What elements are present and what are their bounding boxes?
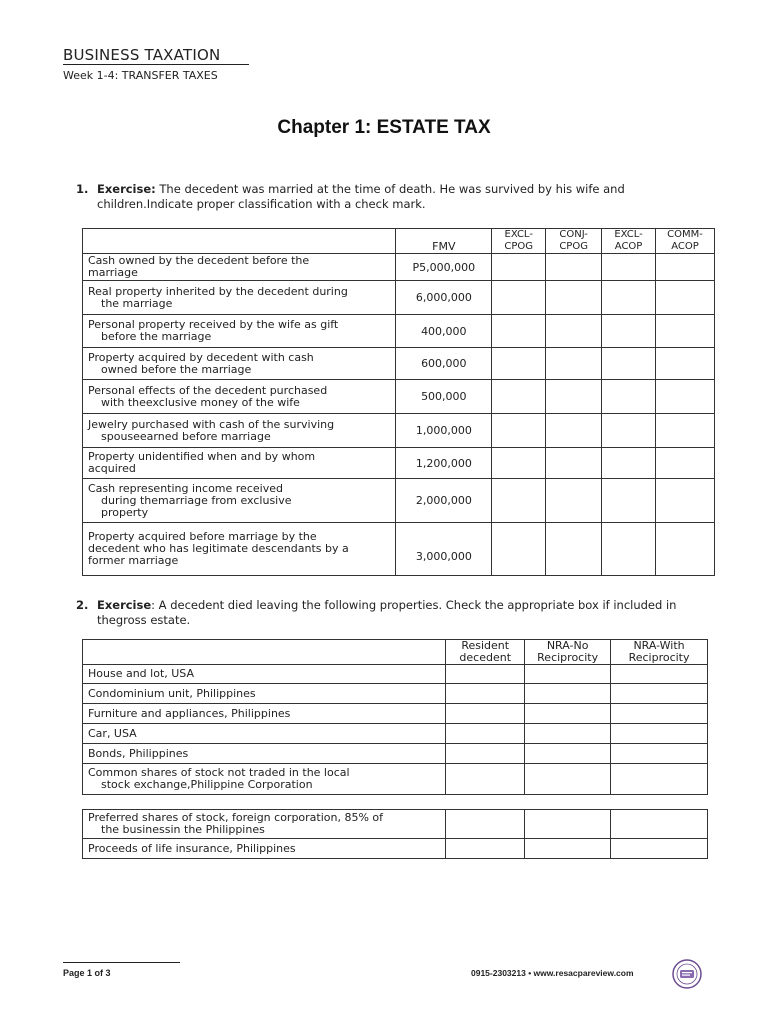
check-box-nra-no-reciprocity[interactable] bbox=[525, 724, 611, 744]
check-box-resident[interactable] bbox=[446, 684, 525, 704]
table-row bbox=[83, 348, 715, 380]
check-box-comm-acop[interactable] bbox=[656, 315, 715, 348]
check-box-conj-cpog[interactable] bbox=[546, 380, 602, 414]
check-box-conj-cpog[interactable] bbox=[546, 523, 602, 576]
check-box-excl-cpog[interactable] bbox=[492, 523, 546, 576]
row-description: Condominium unit, Philippines bbox=[83, 684, 446, 704]
row-description: Proceeds of life insurance, Philippines bbox=[83, 839, 446, 859]
header-fmv: FMV bbox=[396, 229, 492, 254]
check-box-resident[interactable] bbox=[446, 839, 525, 859]
row-description: Common shares of stock not traded in the local stock exchange,Philippine Corporation bbox=[83, 764, 446, 795]
exercise-2-label: Exercise bbox=[97, 598, 152, 612]
exercise-1-instructions bbox=[76, 182, 696, 212]
header-excl-cpog: EXCL- CPOG bbox=[492, 229, 546, 254]
row-description: Bonds, Philippines bbox=[83, 744, 446, 764]
check-box-conj-cpog[interactable] bbox=[546, 254, 602, 281]
check-box-comm-acop[interactable] bbox=[656, 281, 715, 315]
row-description: Cash owned by the decedent before the marriage bbox=[83, 254, 396, 281]
header-excl-acop: EXCL- ACOP bbox=[602, 229, 656, 254]
check-box-excl-cpog[interactable] bbox=[492, 448, 546, 479]
row-description: Preferred shares of stock, foreign corporation, 85% of the businessin the Philippines bbox=[83, 810, 446, 839]
table-row bbox=[83, 724, 708, 744]
table-row bbox=[83, 684, 708, 704]
table-row bbox=[83, 704, 708, 724]
check-box-comm-acop[interactable] bbox=[656, 254, 715, 281]
check-box-comm-acop[interactable] bbox=[656, 523, 715, 576]
exercise-2-table bbox=[82, 639, 708, 795]
check-box-conj-cpog[interactable] bbox=[546, 348, 602, 380]
exercise-2-instructions bbox=[76, 598, 696, 628]
row-description: Personal effects of the decedent purchased with theexclusive money of the wife bbox=[83, 380, 396, 414]
check-box-nra-with-reciprocity[interactable] bbox=[611, 744, 708, 764]
exercise-1-label: Exercise: bbox=[97, 182, 156, 196]
table-row bbox=[83, 810, 708, 839]
check-box-nra-no-reciprocity[interactable] bbox=[525, 810, 611, 839]
check-box-excl-cpog[interactable] bbox=[492, 479, 546, 523]
check-box-nra-no-reciprocity[interactable] bbox=[525, 744, 611, 764]
table-row bbox=[83, 315, 715, 348]
row-fmv: 2,000,000 bbox=[396, 479, 492, 523]
header-description-cell bbox=[83, 640, 446, 665]
row-description: Furniture and appliances, Philippines bbox=[83, 704, 446, 724]
row-description: Car, USA bbox=[83, 724, 446, 744]
check-box-excl-acop[interactable] bbox=[602, 380, 656, 414]
check-box-excl-cpog[interactable] bbox=[492, 380, 546, 414]
table-row bbox=[83, 448, 715, 479]
row-description: Cash representing income received during themarriage from exclusive property bbox=[83, 479, 396, 523]
check-box-nra-no-reciprocity[interactable] bbox=[525, 704, 611, 724]
row-fmv: 1,200,000 bbox=[396, 448, 492, 479]
check-box-excl-acop[interactable] bbox=[602, 479, 656, 523]
table-row bbox=[83, 380, 715, 414]
check-box-comm-acop[interactable] bbox=[656, 479, 715, 523]
table-header-row bbox=[83, 640, 708, 665]
resa-seal-logo-icon bbox=[672, 959, 702, 989]
course-title: BUSINESS TAXATION bbox=[63, 46, 221, 64]
row-fmv: 600,000 bbox=[396, 348, 492, 380]
footer-rule bbox=[63, 962, 180, 963]
check-box-excl-cpog[interactable] bbox=[492, 348, 546, 380]
course-subtitle: Week 1-4: TRANSFER TAXES bbox=[63, 69, 218, 82]
check-box-resident[interactable] bbox=[446, 665, 525, 684]
check-box-comm-acop[interactable] bbox=[656, 380, 715, 414]
check-box-excl-acop[interactable] bbox=[602, 315, 656, 348]
check-box-nra-with-reciprocity[interactable] bbox=[611, 665, 708, 684]
check-box-excl-cpog[interactable] bbox=[492, 254, 546, 281]
row-fmv: 6,000,000 bbox=[396, 281, 492, 315]
row-fmv: 400,000 bbox=[396, 315, 492, 348]
check-box-comm-acop[interactable] bbox=[656, 348, 715, 380]
exercise-1-table bbox=[82, 228, 715, 576]
header-description-cell bbox=[83, 229, 396, 254]
check-box-nra-with-reciprocity[interactable] bbox=[611, 764, 708, 795]
row-description: Property acquired by decedent with cash owned before the marriage bbox=[83, 348, 396, 380]
check-box-conj-cpog[interactable] bbox=[546, 479, 602, 523]
check-box-excl-cpog[interactable] bbox=[492, 281, 546, 315]
row-fmv: P5,000,000 bbox=[396, 254, 492, 281]
header-comm-acop: COMM- ACOP bbox=[656, 229, 715, 254]
check-box-excl-acop[interactable] bbox=[602, 523, 656, 576]
check-box-conj-cpog[interactable] bbox=[546, 414, 602, 448]
check-box-nra-no-reciprocity[interactable] bbox=[525, 684, 611, 704]
exercise-2-table-continued bbox=[82, 809, 708, 859]
exercise-2-number: 2. bbox=[76, 598, 89, 612]
table-row bbox=[83, 254, 715, 281]
check-box-nra-with-reciprocity[interactable] bbox=[611, 684, 708, 704]
check-box-resident[interactable] bbox=[446, 810, 525, 839]
table-header-row bbox=[83, 229, 715, 254]
check-box-nra-no-reciprocity[interactable] bbox=[525, 764, 611, 795]
header-resident-decedent: Resident decedent bbox=[446, 640, 525, 665]
check-box-excl-acop[interactable] bbox=[602, 414, 656, 448]
check-box-nra-no-reciprocity[interactable] bbox=[525, 839, 611, 859]
header-nra-with-reciprocity: NRA-With Reciprocity bbox=[611, 640, 708, 665]
exercise-1-text: The decedent was married at the time of death. He was survived by his wife and children.Indicate proper classification with a check mark. bbox=[97, 182, 625, 211]
header-nra-no-reciprocity: NRA-No Reciprocity bbox=[525, 640, 611, 665]
contact-info: 0915-2303213 • www.resacpareview.com bbox=[471, 968, 634, 978]
check-box-comm-acop[interactable] bbox=[656, 448, 715, 479]
table-row bbox=[83, 764, 708, 795]
check-box-excl-acop[interactable] bbox=[602, 281, 656, 315]
check-box-resident[interactable] bbox=[446, 704, 525, 724]
table-row bbox=[83, 744, 708, 764]
header-conj-cpog: CONJ- CPOG bbox=[546, 229, 602, 254]
check-box-nra-with-reciprocity[interactable] bbox=[611, 810, 708, 839]
check-box-nra-with-reciprocity[interactable] bbox=[611, 839, 708, 859]
check-box-resident[interactable] bbox=[446, 744, 525, 764]
table-row bbox=[83, 665, 708, 684]
row-description: Property acquired before marriage by the decedent who has legitimate descendants by a former marriage bbox=[83, 523, 396, 576]
row-fmv: 3,000,000 bbox=[396, 523, 492, 576]
chapter-title: Chapter 1: ESTATE TAX bbox=[277, 117, 491, 138]
row-description: Property unidentified when and by whom acquired bbox=[83, 448, 396, 479]
check-box-resident[interactable] bbox=[446, 724, 525, 744]
table-row bbox=[83, 479, 715, 523]
table-row bbox=[83, 523, 715, 576]
check-box-excl-acop[interactable] bbox=[602, 254, 656, 281]
table-row bbox=[83, 281, 715, 315]
exercise-2-text: : A decedent died leaving the following properties. Check the appropriate box if included in thegross estate. bbox=[97, 598, 677, 627]
check-box-excl-acop[interactable] bbox=[602, 348, 656, 380]
check-box-comm-acop[interactable] bbox=[656, 414, 715, 448]
check-box-resident[interactable] bbox=[446, 764, 525, 795]
row-description: House and lot, USA bbox=[83, 665, 446, 684]
row-fmv: 1,000,000 bbox=[396, 414, 492, 448]
row-fmv: 500,000 bbox=[396, 380, 492, 414]
check-box-excl-acop[interactable] bbox=[602, 448, 656, 479]
row-description: Real property inherited by the decedent during the marriage bbox=[83, 281, 396, 315]
check-box-conj-cpog[interactable] bbox=[546, 281, 602, 315]
check-box-nra-no-reciprocity[interactable] bbox=[525, 665, 611, 684]
check-box-conj-cpog[interactable] bbox=[546, 448, 602, 479]
check-box-nra-with-reciprocity[interactable] bbox=[611, 704, 708, 724]
table-row bbox=[83, 839, 708, 859]
row-description: Personal property received by the wife as gift before the marriage bbox=[83, 315, 396, 348]
check-box-nra-with-reciprocity[interactable] bbox=[611, 724, 708, 744]
check-box-excl-cpog[interactable] bbox=[492, 414, 546, 448]
exercise-1-number: 1. bbox=[76, 182, 89, 196]
check-box-excl-cpog[interactable] bbox=[492, 315, 546, 348]
table-row bbox=[83, 414, 715, 448]
page-number: Page 1 of 3 bbox=[63, 968, 111, 978]
row-description: Jewelry purchased with cash of the surviving spouseearned before marriage bbox=[83, 414, 396, 448]
check-box-conj-cpog[interactable] bbox=[546, 315, 602, 348]
course-title-underline bbox=[63, 64, 249, 65]
